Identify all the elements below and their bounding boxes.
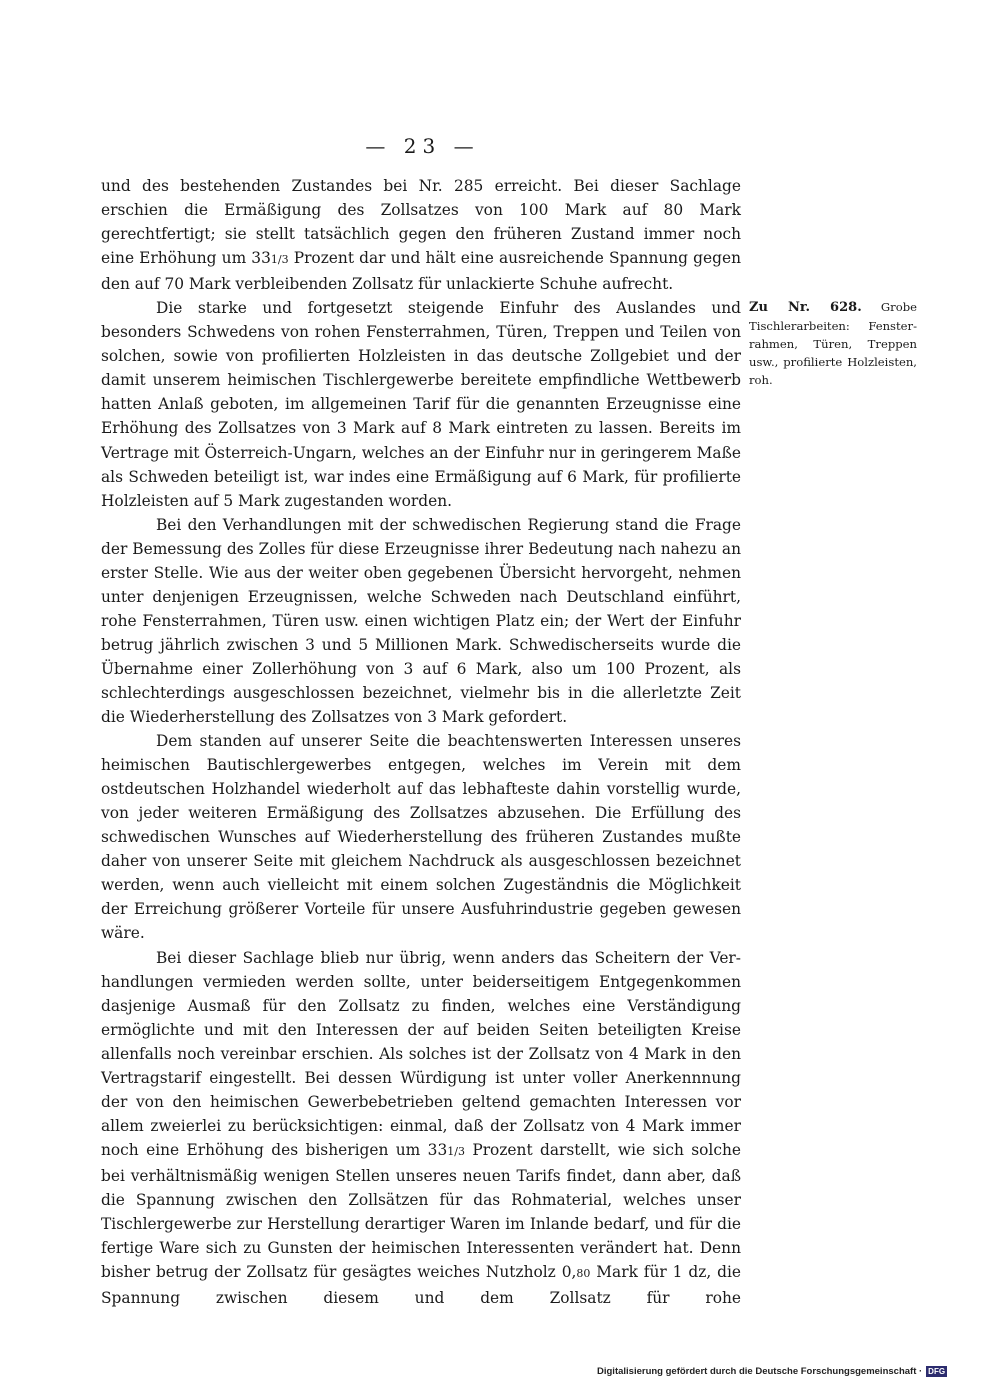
text-run: Bei dieser Sachlage blieb nur übrig, wenn anders das Scheitern der Verhandlungen vermieden werden sollte, unter beiderseitigem Entgegenkommen dasjenige Ausmaß für den Zollsatz zu finden, welches eine Verständigung ermöglichte und mit den Interessen der auf beiden Seiten beteiligten Kreise allenfalls noch vereinbar erschien. Als solches ist der Zollsatz von 4 Mark in den Vertragstarif eingestellt. Bei dessen Würdigung ist unter voller Anerkennnung der von den heimischen Gewerbebetrieben geltend gemachten Interessen vor allem zweierlei zu berücksichtigen: einmal, daß der Zollsatz von 4 Mark immer noch eine Erhöhung des bisherigen um 33 — [101, 948, 741, 1159]
text-run: Dem standen auf unserer Seite die beachtenswerten Interessen unseres heimischen Bautischlergewerbes entgegen, welches im Verein mit dem ostdeutschen Holzhandel wiederholt auf das lebhafteste dahin vorstellig wurde, von jeder weiteren Ermäßigung des Zollsatzes abzusehen. Die Erfüllung des schwedischen Wunsches auf Wiederherstellung des früheren Zustandes mußte daher von unserer Seite mit gleichem Nachdruck als ausgeschlossen bezeichnet werden, wenn auch vielleicht mit einem solchen Zugeständnis die Möglichkeit der Erreichung größerer Vorteile für unsere Ausfuhrindustrie gegeben gewesen wäre. — [101, 732, 741, 943]
funding-footer — [597, 1366, 947, 1377]
paragraph-2 — [101, 296, 741, 512]
page-number: — 23 — — [365, 134, 480, 158]
text-run: Bei den Verhandlungen mit der schwedischen Regierung stand die Frage der Bemessung des Zolles für diese Erzeugnisse ihrer Bedeutung nach nahezu an erster Stelle. Wie aus der weiter oben gegebenen Übersicht hervorgeht, nehmen unter denjenigen Erzeugnissen, welche Schweden nach Deutschland einführt, rohe Fensterrahmen, Türen usw. einen wichtigen Platz ein; der Wert der Einfuhr betrug jährlich zwischen 3 und 5 Millionen Mark. Schwedischerseits wurde die Übernahme einer Zollerhöhung von 3 auf 6 Mark, also um 100 Prozent, als schlechterdings ausgeschlossen bezeichnet, vielmehr bis in die allerletzte Zeit die Wiederherstellung des Zollsatzes von 3 Mark gefordert. — [101, 515, 741, 727]
fraction: 1/3 — [270, 253, 289, 267]
text-run: Die starke und fortgesetzt steigende Einfuhr des Auslandes und besonders Schwedens von rohen Fensterrahmen, Türen, Treppen und Teilen von solchen, sowie von profilierten Holzleisten in das deutsche Zollgebiet und der damit unserem heimischen Tischlergewerbe bereitete empfindliche Wettbewerb hatten Anlaß geboten, im allgemeinen Tarif für die genannten Erzeugnisse eine Erhöhung des Zollsatzes von 3 Mark auf 8 Mark eintreten zu lassen. Bereits im Vertrage mit Österreich-Ungarn, welches an der Einfuhr nur in geringerem Maße als Schweden beteiligt ist, war indes eine Ermäßigung auf 6 Mark, für profilierte Holzleisten auf 5 Mark zugestanden worden. — [101, 299, 741, 510]
paragraph-4 — [101, 729, 741, 945]
funding-footer-text: Digitalisierung gefördert durch die Deutsche Forschungsgemeinschaft · — [597, 1366, 923, 1378]
marginal-note-text: Grobe Tischlerarbeiten: Fensterrahmen, Türen, Treppen usw., profilierte Holzleisten, roh. — [749, 300, 917, 387]
paragraph-5 — [101, 946, 741, 1311]
marginal-note — [749, 298, 917, 389]
text-run: Prozent dar und hält eine ausreichende Spannung gegen den auf 70 Mark verbleibenden Zollsatz für unlackierte Schuhe aufrecht. — [101, 249, 741, 294]
text-run: und des bestehenden Zustandes bei Nr. 285 erreicht. Bei dieser Sachlage erschien die Ermäßigung des Zollsatzes von 100 Mark auf 80 Mark gerechtfertigt; sie stellt tatsächlich gegen den früheren Zustand immer noch eine Erhöhung um 33 — [101, 177, 741, 268]
dfg-logo: DFG — [928, 1367, 946, 1376]
fraction: 1/3 — [447, 1144, 465, 1158]
text-run: Prozent darstellt, wie sich solche bei verhältnismäßig wenigen Stellen unseres neuen Tarifs findet, dann aber, daß die Spannung zwischen den Zollsätzen für das Rohmaterial, welches unser Tischlergewerbe zur Herstellung derartiger Waren im Inlande bedarf, und für die fertige Ware sich zu Gunsten der heimischen Interessenten verändert hat. Denn bisher betrug der Zollsatz für gesägtes weiches Nutzholz 0, — [101, 1140, 741, 1282]
paragraph-1 — [101, 174, 741, 296]
paragraph-3 — [101, 513, 741, 729]
decimal-digits: 80 — [576, 1267, 591, 1281]
marginal-note-reference: Zu Nr. 628. — [749, 300, 862, 315]
text-run: Mark für 1 dz, die Spannung zwischen diesem und dem Zollsatz für rohe — [101, 1263, 741, 1308]
main-text-body — [101, 174, 741, 1310]
